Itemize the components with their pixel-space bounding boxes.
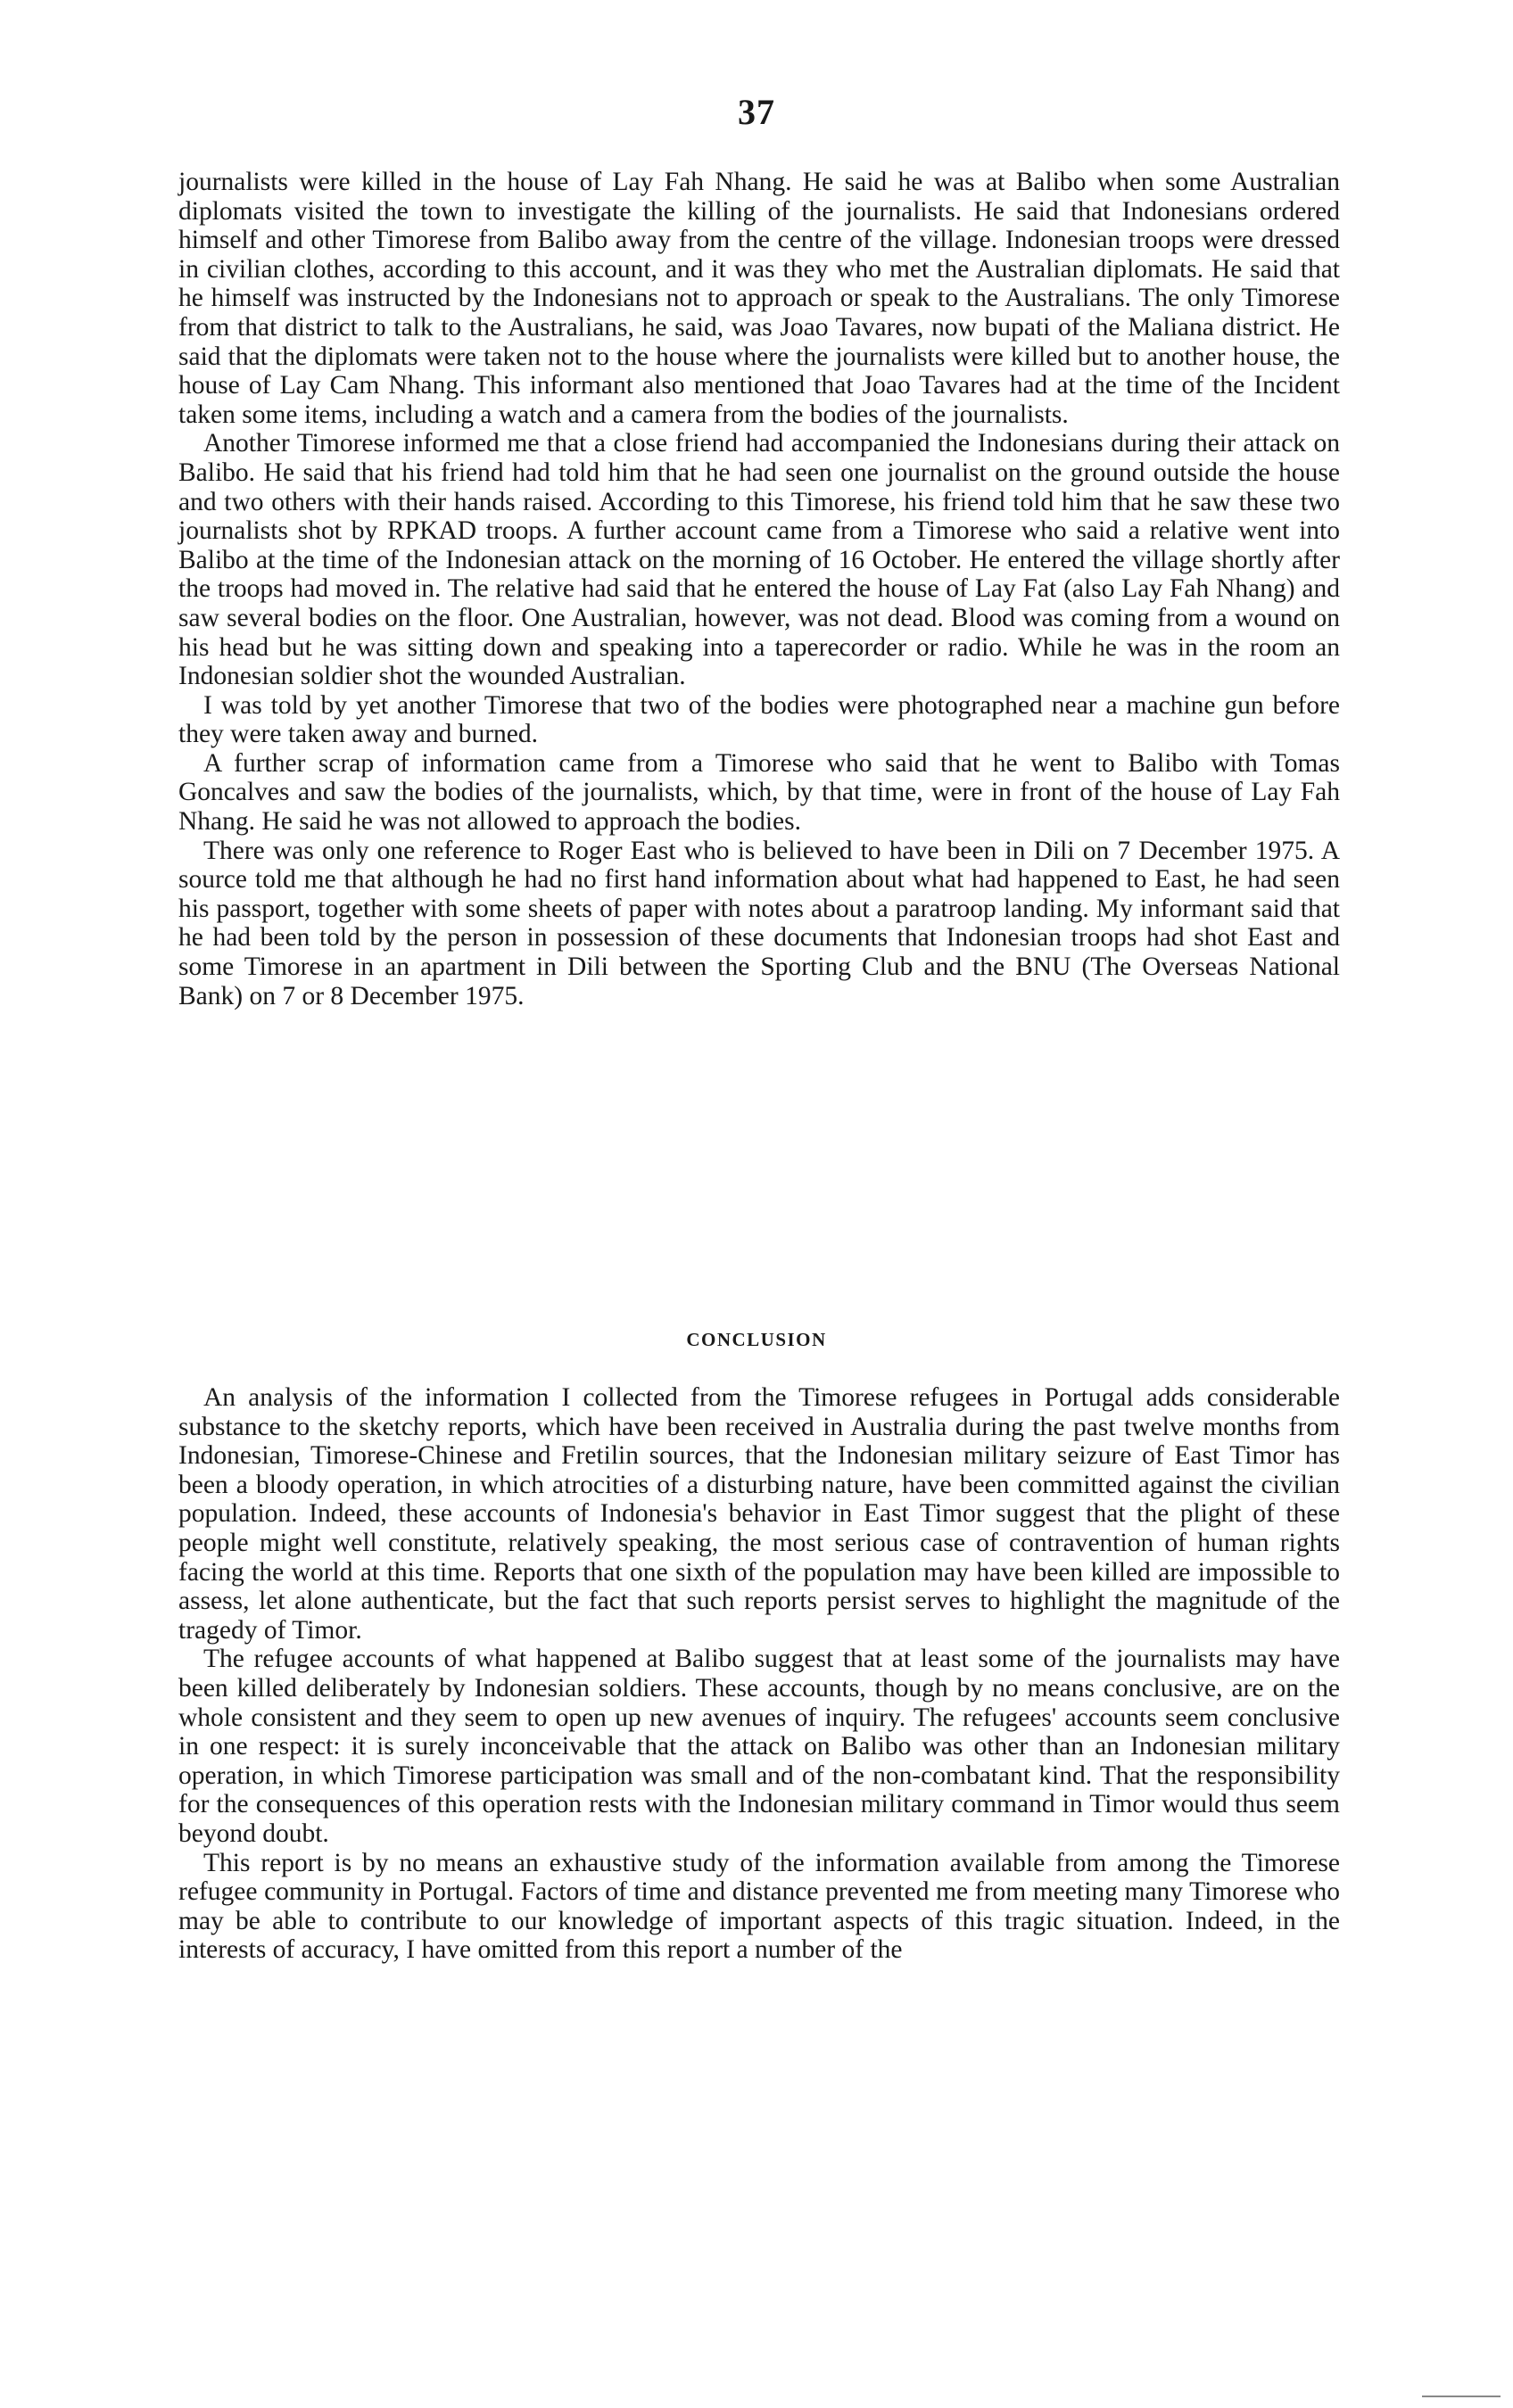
paragraph: journalists were killed in the house of Lay Fah Nhang. He said he was at Balibo when some Australian diplomats visited the town to investigate the killing of the journalists. He said that Indonesians ordered himself and other Timorese from Balibo away from the centre of the village. Indonesian troops were dressed in civilian clothes, according to this account, and it was they who met the Australian diplomats. He said that he himself was instructed by the Indonesians not to approach or speak to the Australians. The only Timorese from that district to talk to the Australians, he said, was Joao Tavares, now bupati of the Maliana district. He said that the diplomats were taken not to the house where the journalists were killed but to another house, the house of Lay Cam Nhang. This informant also mentioned that Joao Tavares had at the time of the Incident taken some items, including a watch and a camera from the bodies of the journalists. (178, 168, 1340, 429)
paragraph: An analysis of the information I collected from the Timorese refugees in Portugal adds considerable substance to the sketchy reports, which have been received in Australia during the past twelve months from Indonesian, Timorese-Chinese and Fretilin sources, that the Indonesian military seizure of East Timor has been a bloody operation, in which atrocities of a disturbing nature, have been committed against the civilian population. Indeed, these accounts of Indonesia's behavior in East Timor suggest that the plight of these people might well constitute, relatively speaking, the most serious case of contravention of human rights facing the world at this time. Reports that one sixth of the population may have been killed are impossible to assess, let alone authenticate, but the fact that such reports persist serves to highlight the magnitude of the tragedy of Timor. (178, 1383, 1340, 1645)
section-heading-conclusion: CONCLUSION (686, 1329, 827, 1350)
paragraph: A further scrap of information came from a Timorese who said that he went to Balibo with Tomas Goncalves and saw the bodies of the journalists, which, by that time, were in front of the house of Lay Fah Nhang. He said he was not allowed to approach the bodies. (178, 748, 1340, 837)
paragraph: I was told by yet another Timorese that two of the bodies were photographed near a machine gun before they were taken away and burned. (178, 690, 1340, 749)
page-number: 37 (738, 92, 775, 132)
paragraph: Another Timorese informed me that a close friend had accompanied the Indonesians during their attack on Balibo. He said that his friend had told him that he had seen one journalist on the ground outside the house and two others with their hands raised. According to this Timorese, his friend told him that he saw these two journalists shot by RPKAD troops. A further account came from a Timorese who said a relative went into Balibo at the time of the Indonesian attack on the morning of 16 October. He entered the village shortly after the troops had moved in. The relative had said that he entered the house of Lay Fat (also Lay Fah Nhang) and saw several bodies on the floor. One Australian, however, was not dead. Blood was coming from a wound on his head but he was sitting down and speaking into a taperecorder or radio. While he was in the room an Indonesian soldier shot the wounded Australian. (178, 429, 1340, 691)
page-edge-mark (1422, 2396, 1501, 2401)
paragraph: The refugee accounts of what happened at Balibo suggest that at least some of the journalists may have been killed deliberately by Indonesian soldiers. These accounts, though by no means conclusive, are on the whole consistent and they seem to open up new avenues of inquiry. The refugees' accounts seem conclusive in one respect: it is surely inconceivable that the attack on Balibo was other than an Indonesian military operation, in which Timorese participation was small and of the non-combatant kind. That the responsibility for the consequences of this operation rests with the Indonesian military command in Timor would thus seem beyond doubt. (178, 1645, 1340, 1848)
paragraph: There was only one reference to Roger East who is believed to have been in Dili on 7 December 1975. A source told me that although he had no first hand information about what had happened to East, he had seen his passport, together with some sheets of paper with notes about a paratroop landing. My informant said that he had been told by the person in possession of these documents that Indonesian troops had shot East and some Timorese in an apartment in Dili between the Sporting Club and the BNU (The Overseas National Bank) on 7 or 8 December 1975. (178, 836, 1340, 1010)
body-text-after-heading (178, 1383, 1340, 1965)
body-text-before-heading (178, 168, 1340, 1010)
paragraph: This report is by no means an exhaustive study of the information available from among the Timorese refugee community in Portugal. Factors of time and distance prevented me from meeting many Timorese who may be able to contribute to our knowledge of important aspects of this tragic situation. Indeed, in the interests of accuracy, I have omitted from this report a number of the (178, 1848, 1340, 1965)
